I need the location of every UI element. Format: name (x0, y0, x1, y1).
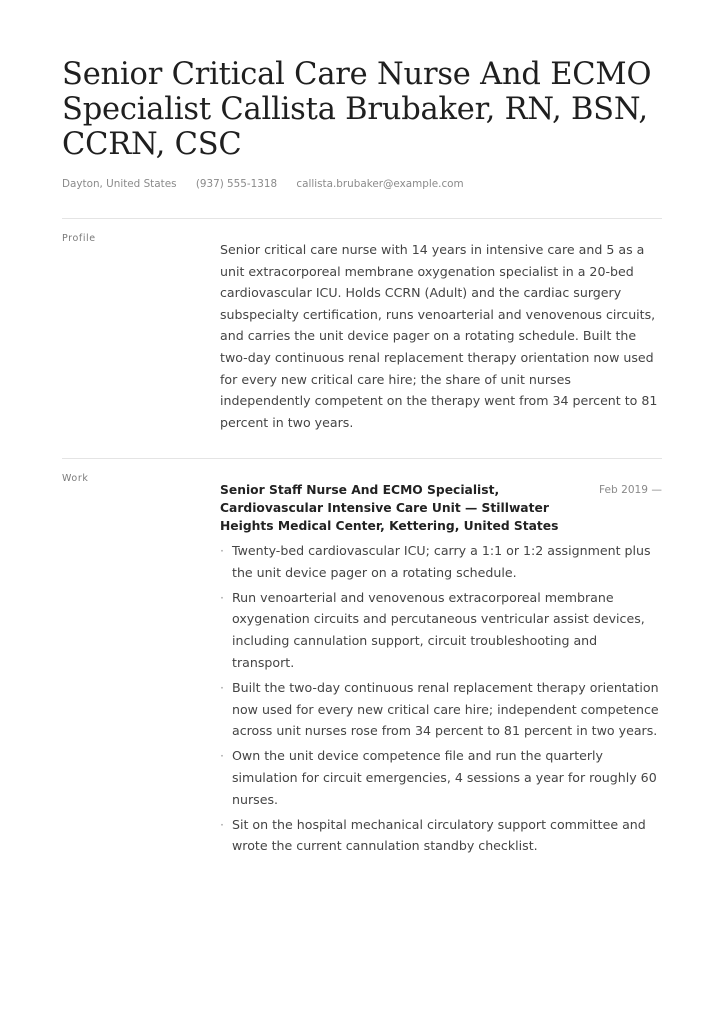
profile-label: Profile (62, 233, 96, 244)
bullet-icon: · (220, 679, 225, 695)
bullet-icon: · (220, 816, 225, 832)
job-bullet-text: Own the unit device competence file and run the quarterly simulation for circuit emergencies, 4 sessions a year for roughly 60 nurses. (232, 748, 657, 807)
job-bullet (220, 587, 662, 673)
contact-line (62, 178, 480, 190)
profile-summary: Senior critical care nurse with 14 years in intensive care and 5 as a unit extracorporeal membrane oxygenation specialist in a 20-bed cardiovascular ICU. Holds CCRN (Adult) and the cardiac surgery subspecialty certification, runs venoarterial and venovenous circuits, and carries the unit device pager on a rotating schedule. Built the two-day continuous renal replacement therapy orientation now used for every new critical care hire; the share of unit nurses independently competent on the therapy went from 34 percent to 81 percent in two years. (220, 242, 658, 430)
job-bullet-text: Built the two-day continuous renal replacement therapy orientation now used for every new critical care hire; independent competence across unit nurses rose from 34 percent to 81 percent in two years. (232, 679, 659, 739)
work-divider (62, 458, 662, 459)
profile-divider (62, 218, 662, 219)
bullet-icon: · (220, 748, 225, 764)
job-bullet-text: Twenty-bed cardiovascular ICU; carry a 1:1 or 1:2 assignment plus the unit device pager on a rotating schedule. (232, 543, 651, 580)
job-bullet (220, 677, 662, 742)
work-label: Work (62, 473, 89, 484)
candidate-name: Senior Critical Care Nurse And ECMO Specialist Callista Brubaker, RN, BSN, CCRN, CSC (62, 57, 652, 162)
job-bullets (220, 540, 662, 861)
bullet-icon: · (220, 543, 225, 558)
bullet-icon: · (220, 589, 225, 605)
job-bullet-text: Run venoarterial and venovenous extracorporeal membrane oxygenation circuits and percutaneous ventricular assist devices, including cannulation support, circuit troubleshooting and transport. (232, 589, 645, 670)
contact-email: callista.brubaker@example.com (296, 178, 464, 190)
contact-phone: (937) 555-1318 (195, 178, 278, 190)
job-bullet (220, 540, 662, 583)
job-title: Senior Staff Nurse And ECMO Specialist, Cardiovascular Intensive Care Unit — Stillwater Heights Medical Center, Kettering, United States (220, 483, 559, 534)
job-bullet-text: Sit on the hospital mechanical circulatory support committee and wrote the current cannulation standby checklist. (232, 816, 646, 854)
job-bullet (220, 745, 662, 810)
job-dates: Feb 2019 — (598, 484, 662, 496)
job-bullet (220, 814, 662, 857)
contact-location: Dayton, United States (62, 178, 177, 190)
